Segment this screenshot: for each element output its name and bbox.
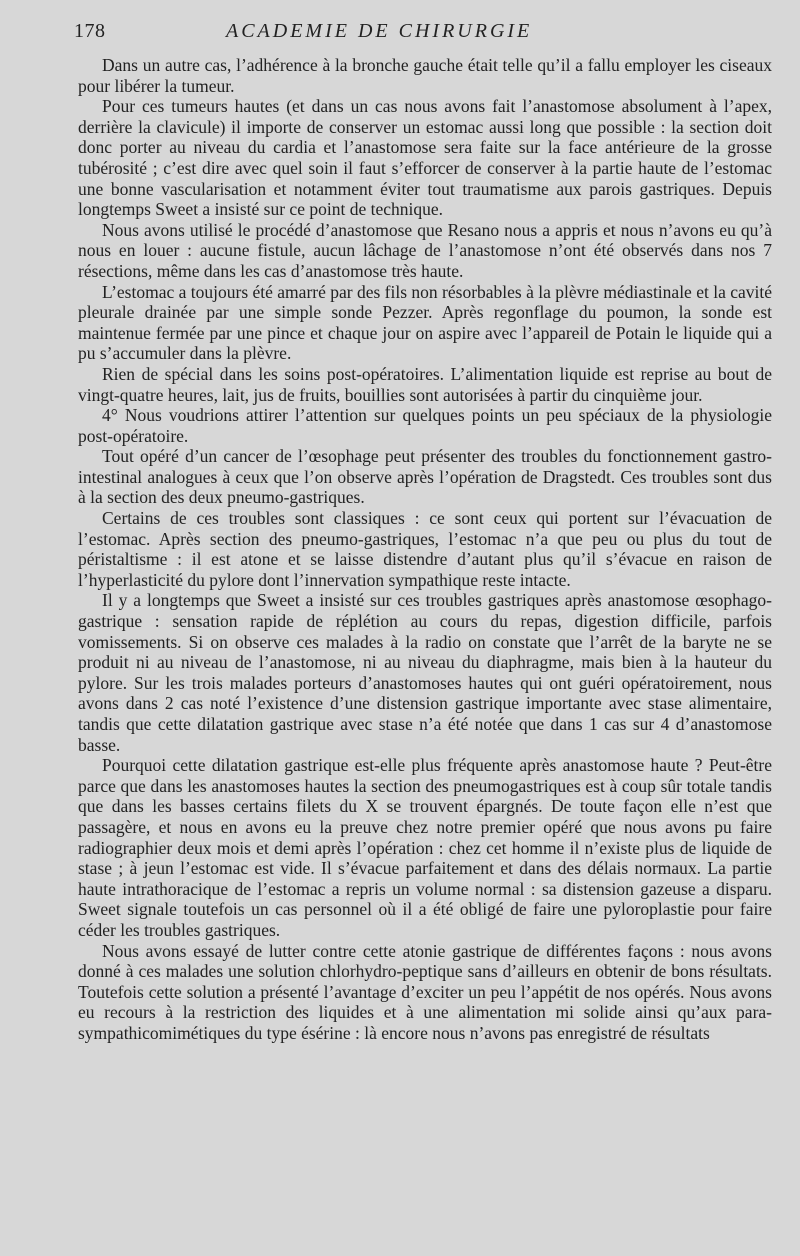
paragraph: 4° Nous voudrions attirer l’attention sur quelques points un peu spéciaux de la physiologie post-opératoire. — [78, 405, 772, 446]
page-header — [74, 20, 768, 46]
paragraph: Certains de ces troubles sont classiques : ce sont ceux qui portent sur l’évacuation de l’estomac. Après section des pneumo-gastriques, l’estomac n’a que peu ou plus du tout de péristaltisme : il est atone et se laisse distendre d’autant plus qu’il s’évacue en raison de l’hyperlasticité du pylore dont l’innervation sympathique reste intacte. — [78, 508, 772, 590]
paragraph: Pourquoi cette dilatation gastrique est-elle plus fréquente après anastomose haute ? Peut-être parce que dans les anastomoses hautes la section des pneumogastriques est à coup sûr totale tandis que dans les basses certains filets du X se trouvent épargnés. De toute façon elle n’est que passagère, et nous en avons eu la preuve chez notre premier opéré que nous avons pu faire radiographier deux mois et demi après l’opération : chez cet homme il n’existe plus de liquide de stase ; à jeun l’estomac est vide. Il s’évacue parfaitement et dans des délais normaux. La partie haute intrathoracique de l’estomac a repris un volume normal : sa distension gazeuse a disparu. Sweet signale toutefois un cas personnel où il a été obligé de faire une pyloroplastie pour faire céder les troubles gastriques. — [78, 755, 772, 940]
paragraph: Tout opéré d’un cancer de l’œsophage peut présenter des troubles du fonctionnement gastro-intestinal analogues à ceux que l’on observe après l’opération de Dragstedt. Ces troubles sont dus à la section des deux pneumo-gastriques. — [78, 446, 772, 508]
running-title: ACADEMIE DE CHIRURGIE — [226, 20, 533, 42]
paragraph: Nous avons essayé de lutter contre cette atonie gastrique de différentes façons : nous avons donné à ces malades une solution chlorhydro-peptique sans d’ailleurs en obtenir de bons résultats. Toutefois cette solution a présenté l’avantage d’exciter un peu l’appétit de nos opérés. Nous avons eu recours à la restriction des liquides et à une alimentation mi solide ainsi qu’aux para-sympathicomimétiques du type ésérine : là encore nous n’avons pas enregistré de résultats — [78, 940, 772, 1043]
paragraph: Dans un autre cas, l’adhérence à la bronche gauche était telle qu’il a fallu employer les ciseaux pour libérer la tumeur. — [78, 55, 772, 96]
paragraph: Pour ces tumeurs hautes (et dans un cas nous avons fait l’anastomose absolument à l’apex, derrière la clavicule) il importe de conserver un estomac aussi long que possible : la section doit donc porter au niveau du cardia et l’anastomose sera faite sur la face antérieure de la grosse tubérosité ; c’est dire avec quel soin il faut s’efforcer de conserver à la partie haute de l’estomac une bonne vascularisation et notamment éviter tout traumatisme aux parois gastriques. Depuis longtemps Sweet a insisté sur ce point de technique. — [78, 96, 772, 220]
paragraph: Rien de spécial dans les soins post-opératoires. L’alimentation liquide est reprise au bout de vingt-quatre heures, lait, jus de fruits, bouillies sont autorisées à partir du cinquième jour. — [78, 363, 772, 405]
paragraph: Nous avons utilisé le procédé d’anastomose que Resano nous a appris et nous n’avons eu qu’à nous en louer : aucune fistule, aucun lâchage de l’anastomose n’ont été observés dans nos 7 résections, même dans les cas d’anastomose très haute. — [78, 219, 772, 281]
paragraph: Il y a longtemps que Sweet a insisté sur ces troubles gastriques après anastomose œsophago-gastrique : sensation rapide de réplétion au cours du repas, digestion difficile, parfois vomissements. Si on observe ces malades à la radio on constate que l’arrêt de la baryte ne se produit ni au niveau de l’anastomose, ni au niveau du diaphragme, mais bien à la hauteur du pylore. Sur les trois malades porteurs d’anastomoses hautes qui ont guéri opératoirement, nous avons dans 2 cas noté l’existence d’une distension gastrique importante avec stase alimentaire, tandis que cette dilatation gastrique avec stase n’a été notée que dans 1 cas sur 4 d’anastomose basse. — [78, 590, 772, 755]
paragraph: L’estomac a toujours été amarré par des fils non résorbables à la plèvre médiastinale et la cavité pleurale drainée par une simple sonde Pezzer. Après regonflage du poumon, la sonde est maintenue fermée par une pince et chaque jour on aspire avec l’appareil de Potain le liquide qui a pu s’accumuler dans la plèvre. — [78, 281, 772, 364]
article-body — [78, 55, 772, 1245]
page-number: 178 — [74, 20, 106, 42]
